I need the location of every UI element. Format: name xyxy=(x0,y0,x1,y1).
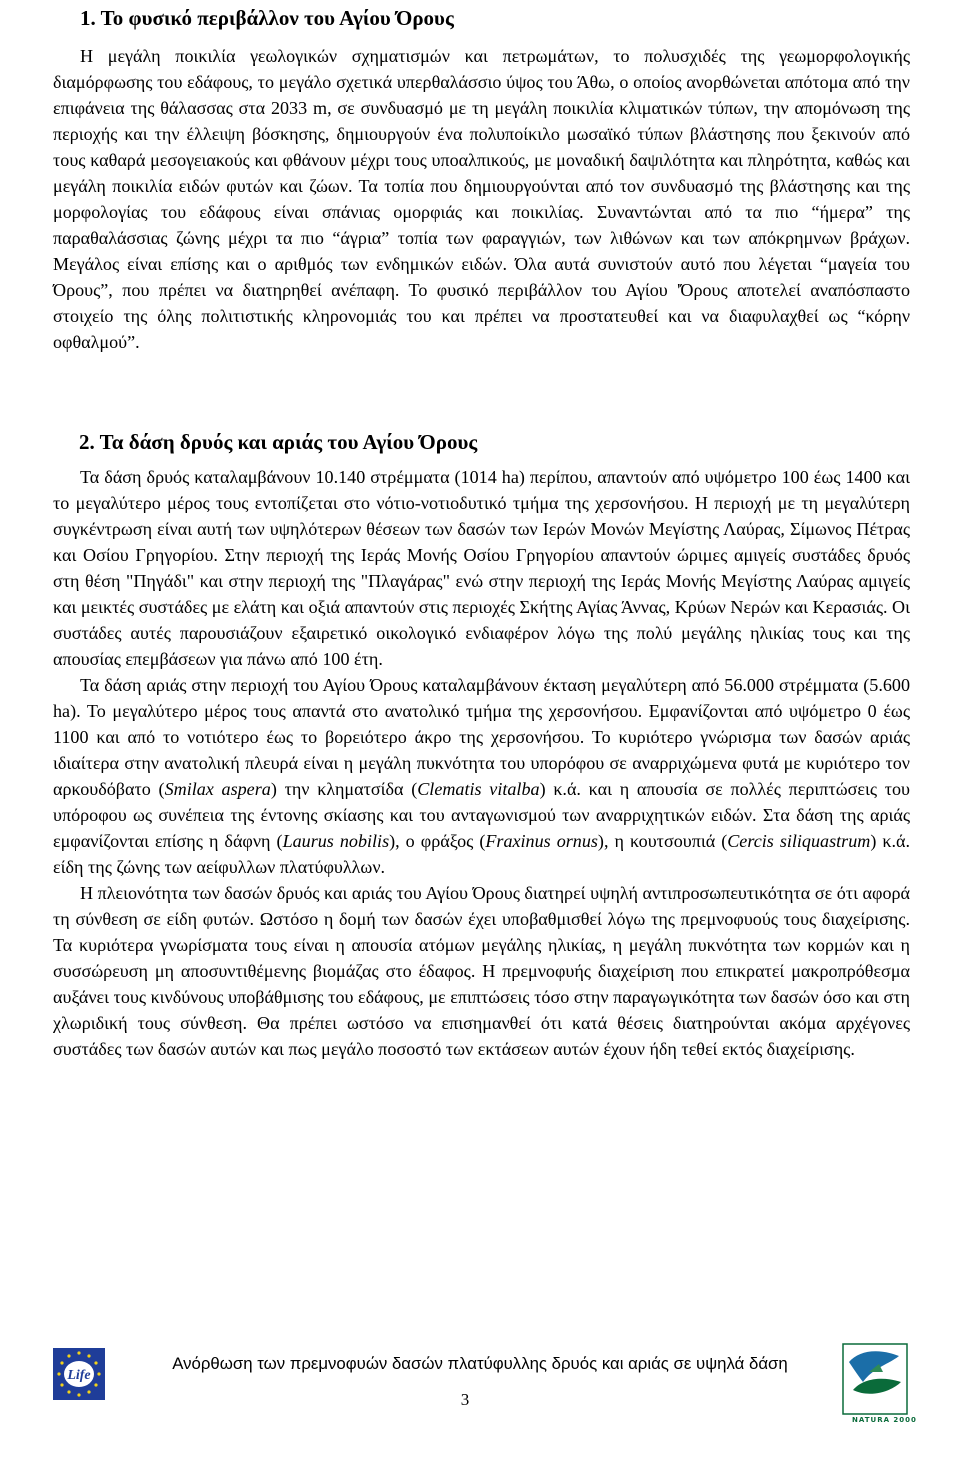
section-2-body xyxy=(53,464,910,1062)
page-footer xyxy=(0,1340,960,1450)
text-run: Τα δάση αριάς στην περιοχή του Αγίου Όρους καταλαμβάνουν έκταση μεγαλύτερη από 56.000 στρέμματα (5.600 ha). Το μεγαλύτερο μέρος τους απαντά στο ανατολικό τμήμα της χερσονήσου. Εμφανίζονται από υψόμετρο 0 έως 1100 και από το νοτιότερο έως το βορειότερο άκρο της χερσονήσου. Το κυριότερο γνώρισμα των δασών αριάς ιδιαίτερα στην ανατολική πλευρά είναι η μεγάλη πυκνότητα του υπορόφου σε αναρριχώμενα φυτά με κυριότερο τον αρκουδόβατο ( xyxy=(53,675,910,799)
page-number: 3 xyxy=(460,1390,470,1409)
text-run: ) την κληματσίδα ( xyxy=(270,779,418,799)
section-1-paragraph: Η μεγάλη ποικιλία γεωλογικών σχηματισμών και πετρωμάτων, το πολυσχιδές της γεωμορφολογικής διαμόρφωσης του εδάφους, το μεγάλο σχετικά υπερθαλάσσιο ύψος του Άθω, ο οποίος ανορθώνεται απότομα από την επιφάνεια της θάλασσας στα 2033 m, σε συνδυασμό με τη μεγάλη ποικιλία κλιματικών τύπων, την απομόνωση της περιοχής και την έλλειψη βόσκησης, δημιουργούν ένα πολυποίκιλο μωσαϊκό τύπων βλάστησης που ξεκινούν από τους καθαρά μεσογειακούς και φθάνουν μέχρι τους υποαλπικούς, με μοναδική δαψιλότητα και πληρότητα, καθώς και μεγάλη ποικιλία ειδών φυτών και ζώων. Τα τοπία που δημιουργούνται από τον συνδυασμό της βλάστησης και της μορφολογίας του εδάφους είναι σπάνιας ομορφιάς και ποικιλίας. Συναντώνται από τα πιο “ήμερα” της παραθαλάσσιας ζώνης μέχρι τα πιο “άγρια” τοπία των φαραγγιών, των λιθώνων και των απόκρημνων βράχων. Μεγάλος είναι επίσης και ο αριθμός των ενδημικών ειδών. Όλα αυτά συνιστούν αυτό που λέγεται “μαγεία του Όρους”, που πρέπει να διατηρηθεί ανέπαφη. Το φυσικό περιβάλλον του Αγίου 'Όρους αποτελεί αναπόσπαστο στοιχείο της όλης πολιτιστικής κληρονομιάς του και πρέπει να προστατευθεί και να διαφυλαχθεί ως “κόρην οφθαλμού”. xyxy=(53,46,910,352)
species-name: Cercis siliquastrum xyxy=(727,831,871,851)
section-2-paragraph-management: Η πλειονότητα των δασών δρυός και αριάς του Αγίου Όρους διατηρεί υψηλή αντιπροσωπευτικότητα σε ότι αφορά τη σύνθεση σε είδη φυτών. Ωστόσο η δομή των δασών έχει υποβαθμισθεί λόγω της πρεμνοφυούς τους διαχείρισης. Τα κυριότερα γνωρίσματα τους είναι η απουσία ατόμων μεγάλης ηλικίας, η μεγάλη πυκνότητα των κορμών και η συσσώρευση μη αποσυντιθέμενης βιομάζας στο έδαφος. Η πρεμνοφυής διαχείριση που επικρατεί μακροπρόθεσμα αυξάνει τους κινδύνους υποβάθμισης του εδάφους, με επιπτώσεις τόσο στην παραγωγικότητα των δασών όσο και στη χλωριδική τους σύνθεση. Θα πρέπει ωστόσο να επισημανθεί ότι κατά θέσεις διατηρούνται ακόμα αρχέγονες συστάδες των δασών αυτών και πως μεγάλο ποσοστό των εκτάσεων αυτών έχουν ήδη τεθεί εκτός διαχείρισης. xyxy=(53,883,910,1059)
species-name: Clematis vitalba xyxy=(417,779,540,799)
section-2-paragraph-oak: Τα δάση δρυός καταλαμβάνουν 10.140 στρέμματα (1014 ha) περίπου, απαντούν από υψόμετρο 100 έως 1400 και το μεγαλύτερο μέρος τους εντοπίζεται στο νότιο-νοτιοδυτικό τμήμα της χερσονήσου. Η περιοχή με τη μεγαλύτερη συγκέντρωση είναι αυτή των υψηλότερων θέσεων των δασών των Ιερών Μονών Μεγίστης Λαύρας, Σίμωνος Πέτρας και Οσίου Γρηγορίου. Στην περιοχή της Ιεράς Μονής Οσίου Γρηγορίου απαντούν ώριμες αμιγείς συστάδες δρυός στη θέση "Πηγάδι" και στην περιοχή της "Πλαγάρας" ενώ στην περιοχή της Ιεράς Μονής Μεγίστης Λαύρας αμιγείς και μεικτές συστάδες με ελάτη και οξιά απαντούν στις περιοχές Σκήτης Αγίας Άννας, Κρύων Νερών και Κερασιάς. Οι συστάδες αυτές παρουσιάζουν εξαιρετικό οικολογικό ενδιαφέρον λόγω της πολύ μεγάλης ηλικίας τους και της απουσίας επεμβάσεων για πάνω από 100 έτη. xyxy=(53,467,910,669)
text-run: ), ο φράξος ( xyxy=(389,831,486,851)
species-name: Smilax aspera xyxy=(164,779,271,799)
natura-2000-logo-icon xyxy=(839,1342,917,1424)
section-1-body xyxy=(53,43,910,355)
species-name: Laurus nobilis xyxy=(282,831,390,851)
text-run: ) κ.ά. είδη της ζώνης των αείφυλλων πλατύφυλλων. xyxy=(53,831,910,877)
footer-project-title: Ανόρθωση των πρεμνοφυών δασών πλατύφυλλης δρυός και αριάς σε υψηλά δάση xyxy=(172,1354,788,1373)
species-name: Fraxinus ornus xyxy=(485,831,598,851)
section-2-paragraph-holm-oak xyxy=(53,672,910,880)
section-2-heading: 2. Τα δάση δρυός και αριάς του Αγίου Όρους xyxy=(79,430,478,454)
life-program-logo-icon xyxy=(53,1348,105,1400)
life-logo-text: Life xyxy=(67,1368,91,1383)
natura-2000-label: NATURA 2000 xyxy=(852,1416,917,1424)
text-run: ) κ.ά. και η απουσία σε πολλές περιπτώσεις του υπόροφου ως συνέπεια της έντονης σκίασης και του ανταγωνισμού των αναρριχητικών ειδών. Στα δάση της αριάς εμφανίζονται επίσης η δάφνη ( xyxy=(53,779,910,851)
text-run: ), η κουτσουπιά ( xyxy=(597,831,728,851)
section-1-heading: 1. Το φυσικό περιβάλλον του Αγίου Όρους xyxy=(80,6,454,30)
